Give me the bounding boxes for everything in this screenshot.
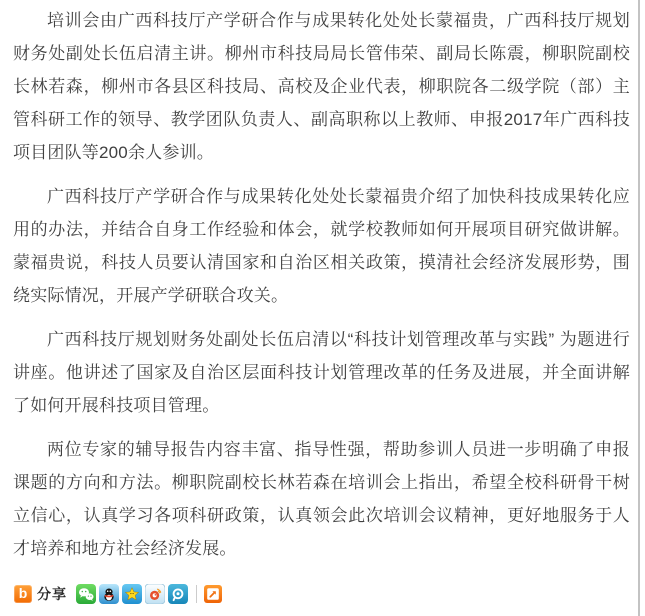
content-right-border [638, 0, 640, 616]
article-paragraph-4: 两位专家的辅导报告内容丰富、指导性强，帮助参训人员进一步明确了申报课题的方向和方法。柳职院副校长林若森在培训会上指出，希望全校科研骨干树立信心，认真学习各项科研政策，认真领会此次培训会议精神，更好地服务于人才培养和地方社会经济发展。 [13, 440, 630, 558]
wechat-icon[interactable] [76, 584, 96, 604]
more-share-icon[interactable] [204, 585, 222, 603]
qzone-icon[interactable] [122, 584, 142, 604]
swirl-share-icon[interactable] [168, 584, 188, 604]
article-paragraph-3: 广西科技厅规划财务处副处长伍启清以“科技计划管理改革与实践” 为题进行讲座。他讲述了国家及自治区层面科技计划管理改革的任务及进展，并全面讲解了如何开展科技项目管理。 [13, 330, 630, 415]
share-label: 分享 [37, 586, 67, 602]
article-paragraph-2: 广西科技厅产学研合作与成果转化处处长蒙福贵介绍了加快科技成果转化应用的办法，并结合自身工作经验和体会，就学校教师如何开展项目研究做讲解。蒙福贵说，科技人员要认清国家和自治区相关政策，摸清社会经济发展形势，围绕实际情况，开展产学研联合攻关。 [13, 187, 630, 305]
share-divider [196, 585, 197, 603]
qq-icon[interactable] [99, 584, 119, 604]
baidu-share-icon: b [14, 585, 32, 603]
weibo-icon[interactable] [145, 584, 165, 604]
share-bar [14, 584, 222, 604]
share-trigger[interactable] [14, 584, 76, 604]
article-paragraph-1: 培训会由广西科技厅产学研合作与成果转化处处长蒙福贵，广西科技厅规划财务处副处长伍启清主讲。柳州市科技局局长管伟荣、副局长陈震，柳职院副校长林若森，柳州市各县区科技局、高校及企业代表，柳职院各二级学院（部）主管科研工作的领导、教学团队负责人、副高职称以上教师、申报2017年广西科技项目团队等200余人参训。 [13, 11, 630, 162]
